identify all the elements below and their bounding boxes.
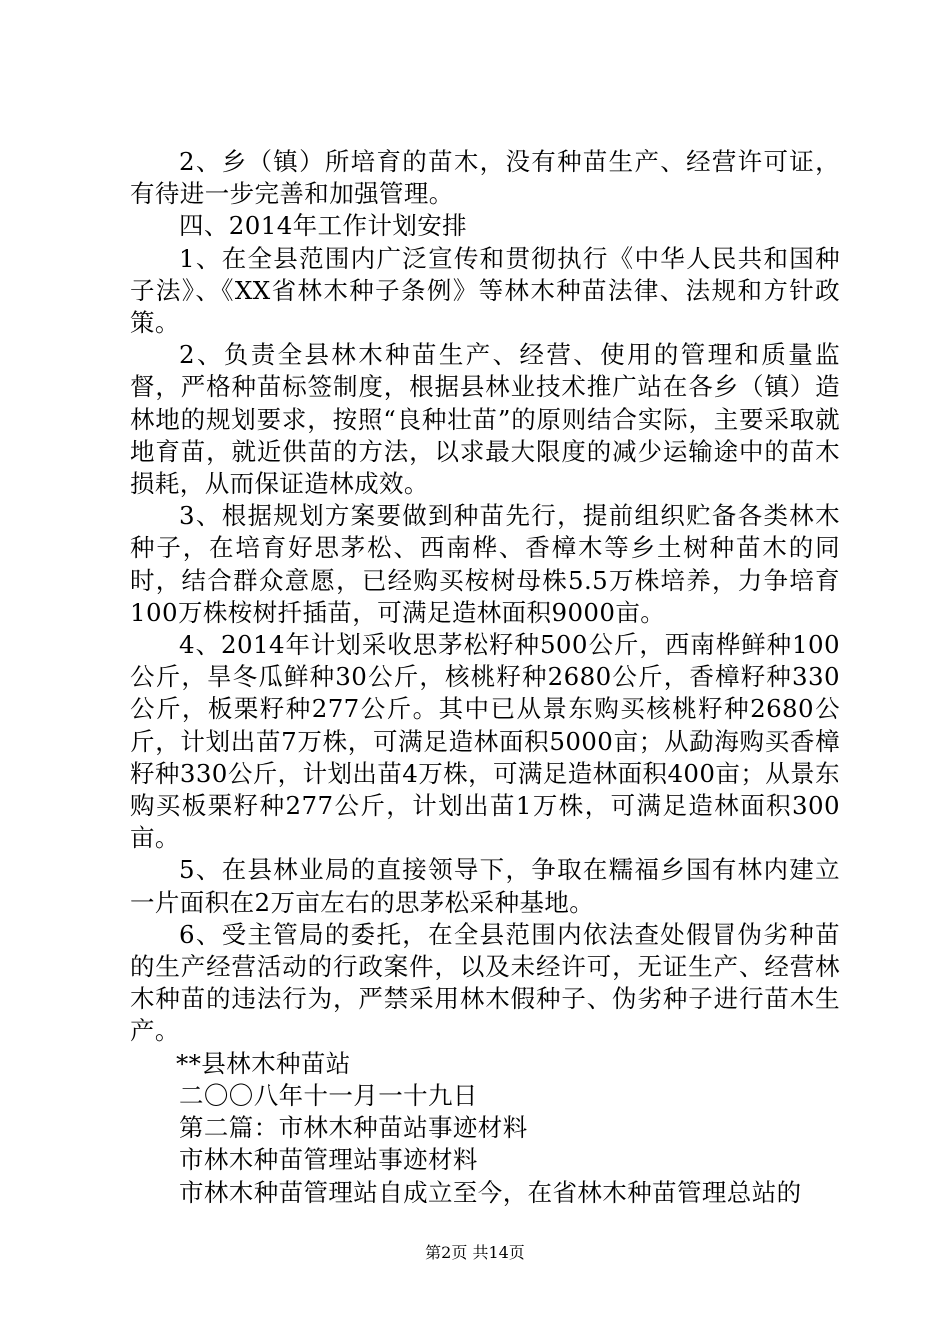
paragraph: 2、负责全县林木种苗生产、经营、使用的管理和质量监督，严格种苗标签制度，根据县林业技术推广站在各乡（镇）造林地的规划要求，按照“良种壮苗”的原则结合实际，主要采取就地育苗，就近供苗的方法，以求最大限度的减少运输途中的苗木损耗，从而保证造林成效。	[130, 340, 840, 499]
article-title: 市林木种苗管理站事迹材料	[179, 1145, 478, 1175]
page-number-label: 第2页 共14页	[425, 1243, 525, 1262]
paragraph: 4、2014年计划采收思茅松籽种500公斤，西南桦鲜种100公斤，旱冬瓜鲜种30公斤，核桃籽种2680公斤，香樟籽种330公斤，板栗籽种277公斤。其中已从景东购买核桃籽种2680公斤，计划出苗7万株，可满足造林面积5000亩；从勐海购买香樟籽种330公斤，计划出苗4万株，可满足造林面积400亩；从景东购买板栗籽种277公斤，计划出苗1万株，可满足造林面积300亩。	[130, 630, 840, 853]
paragraph: 2、乡（镇）所培育的苗木，没有种苗生产、经营许可证，有待进一步完善和加强管理。	[130, 147, 840, 209]
paragraph: 市林木种苗管理站自成立至今，在省林木种苗管理总站的	[179, 1177, 802, 1207]
page-footer	[0, 1243, 950, 1263]
paragraph: 3、根据规划方案要做到种苗先行，提前组织贮备各类林木种子，在培育好思茅松、西南桦、香樟木等乡土树种苗木的同时，结合群众意愿，已经购买桉树母株5.5万株培养，力争培育100万株桉树扦插苗，可满足造林面积9000亩。	[130, 501, 840, 627]
signature-date: 二〇〇八年十一月一十九日	[179, 1080, 478, 1110]
document-body	[130, 146, 840, 1209]
paragraph: 5、在县林业局的直接领导下，争取在糯福乡国有林内建立一片面积在2万亩左右的思茅松采种基地。	[130, 855, 840, 917]
paragraph: 1、在全县范围内广泛宣传和贯彻执行《中华人民共和国种子法》、《XX省林木种子条例》等林木种苗法律、法规和方针政策。	[130, 243, 840, 338]
signature-organization: **县林木种苗站	[176, 1048, 351, 1078]
chapter-heading: 第二篇：市林木种苗站事迹材料	[179, 1113, 528, 1143]
paragraph: 6、受主管局的委托，在全县范围内依法查处假冒伪劣种苗的生产经营活动的行政案件，以及未经许可，无证生产、经营林木种苗的违法行为，严禁采用林木假种子、伪劣种子进行苗木生产。	[130, 919, 840, 1046]
section-heading: 四、2014年工作计划安排	[179, 211, 468, 241]
